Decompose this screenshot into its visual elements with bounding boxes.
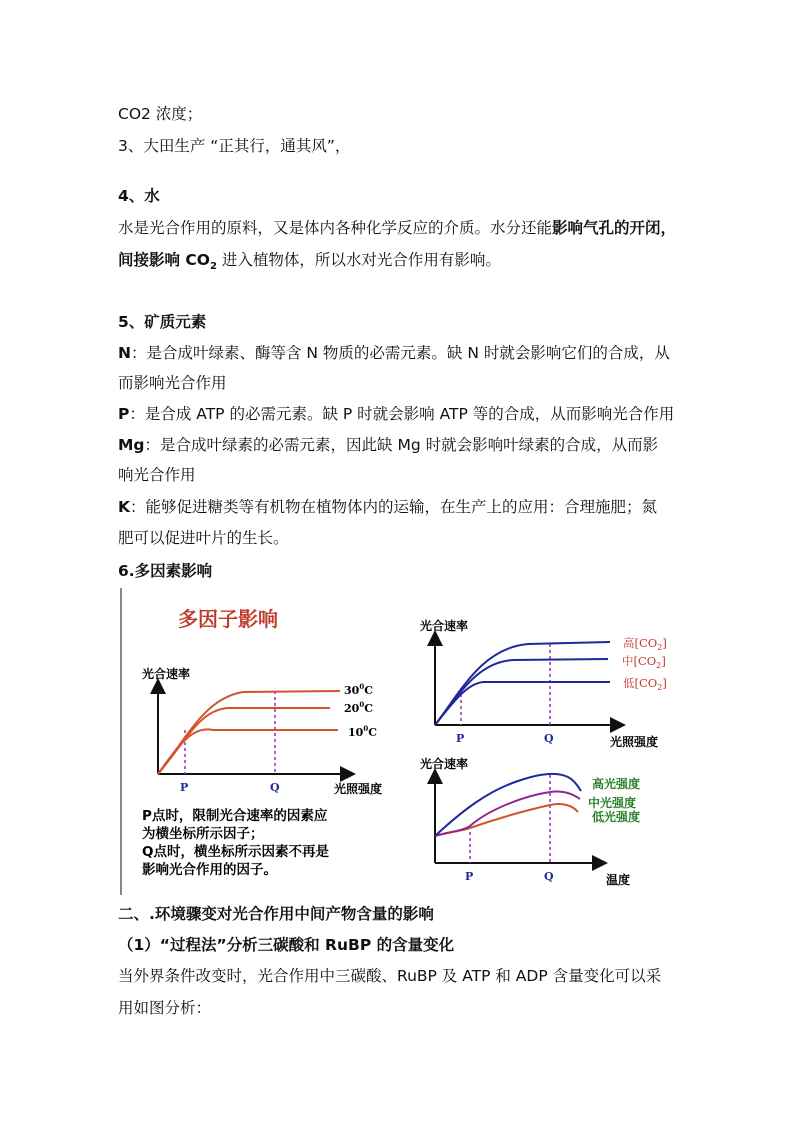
mineral-heading: 5、矿质元素	[118, 313, 207, 331]
chart1-label-10c: $10^0C$	[348, 724, 377, 739]
chart2-label-high: 高$[CO_2]$	[623, 636, 667, 652]
p-line: P：是合成 ATP 的必需元素。缺 P 时就会影响 ATP 等的合成，从而影响光合作用	[118, 405, 675, 423]
chart3-label-low: 低光强度	[592, 810, 641, 824]
chart3-tick-q: Q	[544, 870, 554, 883]
figure-title: 多因子影响	[178, 607, 278, 631]
chart1-tick-q: Q	[270, 781, 280, 794]
chart1-ylabel: 光合速率	[142, 667, 191, 681]
figure-note-4: 影响光合作用的因子。	[142, 862, 277, 878]
chart2-curve-mid	[435, 659, 608, 725]
mg-line-2: 响光合作用	[118, 466, 196, 484]
figure-svg	[118, 588, 678, 895]
multi-factor-figure	[118, 588, 678, 895]
last-paragraph-line-2: 用如图分析：	[118, 999, 212, 1017]
chart2-ylabel: 光合速率	[420, 619, 469, 633]
figure-note-1: P点时，限制光合速率的因素应	[142, 808, 328, 824]
chart1-tick-p: P	[180, 781, 189, 794]
item-3: 3、大田生产 “正其行，通其风”，	[118, 137, 351, 155]
water-paragraph-line-1: 水是光合作用的原料，又是体内各种化学反应的介质。水分还能影响气孔的开闭，	[118, 219, 677, 237]
chart2-xlabel: 光照强度	[610, 735, 659, 749]
k-line-1: K：能够促进糖类等有机物在植物体内的运输，在生产上的应用：合理施肥；氮	[118, 498, 658, 516]
n-line-1: N：是合成叶绿素、酶等含 N 物质的必需元素。缺 N 时就会影响它们的合成，从	[118, 344, 670, 362]
figure-note-3: Q点时，横坐标所示因素不再是	[142, 844, 329, 860]
chart3-xlabel: 温度	[606, 873, 631, 887]
chart1-xlabel: 光照强度	[334, 782, 383, 796]
multi-factor-heading: 6.多因素影响	[118, 562, 213, 580]
chart2-tick-q: Q	[544, 732, 554, 745]
chart1-label-30c: $30^0C$	[344, 682, 373, 697]
chart1-label-20c: $20^0C$	[344, 700, 373, 715]
chart3-tick-p: P	[465, 870, 474, 883]
co2-line: CO2 浓度；	[118, 105, 203, 123]
chart3-label-mid: 中光强度	[588, 796, 637, 810]
chart3-curve-mid	[435, 791, 580, 836]
water-paragraph-line-2: 间接影响 $CO_2$ 进入植物体，所以水对光合作用有影响。	[118, 251, 501, 273]
last-paragraph-line-1: 当外界条件改变时，光合作用中三碳酸、RuBP 及 ATP 和 ADP 含量变化可以采	[118, 967, 662, 985]
k-line-2: 肥可以促进叶片的生长。	[118, 529, 289, 547]
section-2-heading: 二、.环境骤变对光合作用中间产物含量的影响	[118, 905, 434, 923]
subsection-1-heading: （1）“过程法”分析三碳酸和 RuBP 的含量变化	[118, 936, 455, 954]
chart2-tick-p: P	[456, 732, 465, 745]
chart3-ylabel: 光合速率	[420, 757, 469, 771]
mg-line-1: Mg：是合成叶绿素的必需元素，因此缺 Mg 时就会影响叶绿素的合成，从而影	[118, 436, 659, 454]
chart3-label-high: 高光强度	[592, 777, 641, 791]
water-heading: 4、水	[118, 187, 160, 205]
n-line-2: 而影响光合作用	[118, 374, 227, 392]
chart1-curve-20c	[158, 708, 330, 774]
chart2-label-low: 低$[CO_2]$	[623, 676, 667, 692]
figure-note-2: 为横坐标所示因子；	[142, 826, 264, 842]
chart2-label-mid: 中$[CO_2]$	[622, 654, 666, 670]
